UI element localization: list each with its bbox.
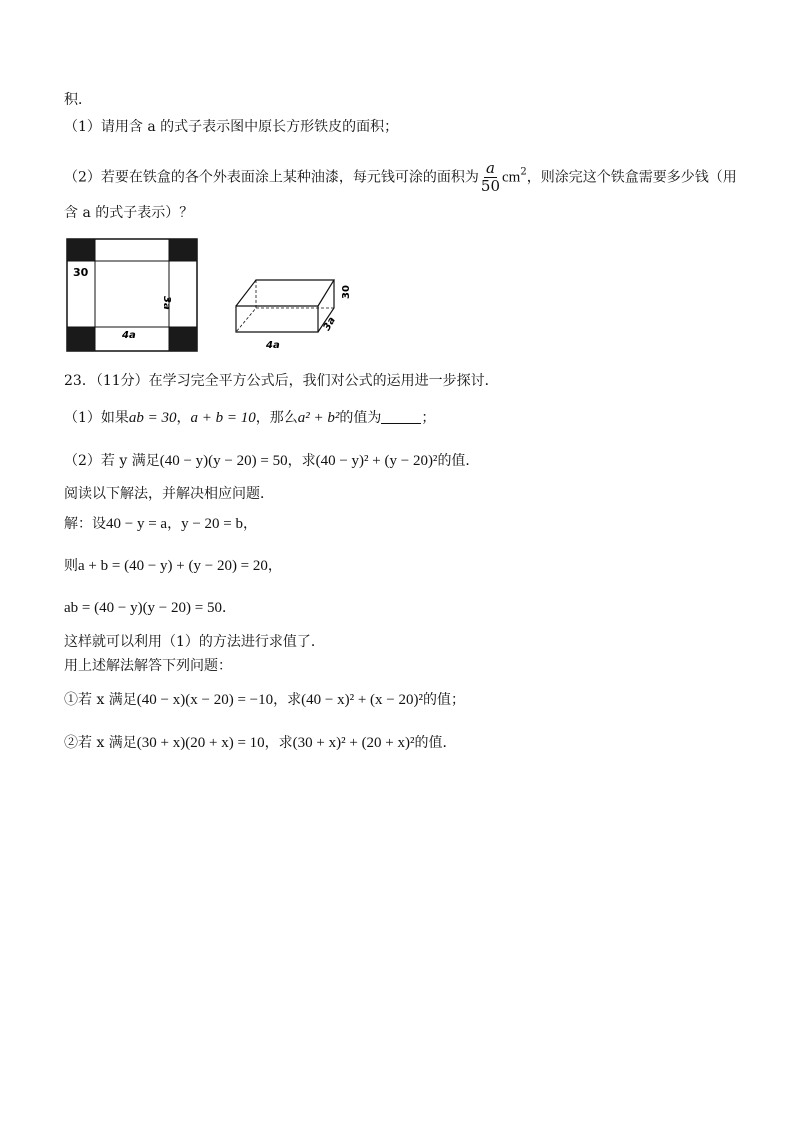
q2-frac-numerator: a <box>485 159 495 177</box>
c2-target-expression: (30 + x)² + (20 + x)² <box>292 735 415 751</box>
p2-text-a: （2）若 y 满足 <box>64 453 160 469</box>
left-label-30: 30 <box>73 266 89 279</box>
p1-text-c: 的值为 <box>339 410 382 426</box>
p2-target-expression: (40 − y)² + (y − 20)² <box>315 453 438 469</box>
open-box-figure <box>228 268 358 354</box>
c2-text-c: 的值． <box>414 735 457 751</box>
solution-label: 解：设 <box>64 516 106 532</box>
p1-equation-2: a + b = 10 <box>190 410 256 426</box>
p1-text-b: ，那么 <box>255 410 298 426</box>
q2-text-part1: （2）若要在铁盒的各个外表面涂上某种油漆，每元钱可涂的面积为 <box>64 169 479 186</box>
continued-text: 积． <box>64 92 92 108</box>
solution-sum <box>64 556 282 576</box>
solution-eq-1: 40 − y = a <box>106 516 168 532</box>
sub-question-1 <box>64 690 465 710</box>
corner-square-top-right <box>169 239 197 261</box>
question-2-line-1: （2）若要在铁盒的各个外表面涂上某种油漆，每元钱可涂的面积为 $\frac{a}{50}$ $cm^2$，则涂完这个铁盒需要多少钱（用 <box>64 159 737 195</box>
method-text: 这样就可以利用（1）的方法进行求值了． <box>64 634 325 650</box>
c2-text-a: ②若 x 满足 <box>64 735 137 751</box>
question-2-line-2: 含 a 的式子表示）？ <box>64 205 194 221</box>
sub-question-2 <box>64 733 457 753</box>
c1-condition: (40 − x)(x − 20) = −10 <box>136 692 274 708</box>
right-label-3a: 3a <box>321 315 338 333</box>
p1-expression: a² + b² <box>297 410 340 426</box>
p2-text-b: ，求 <box>287 453 316 469</box>
product-equation: ab = (40 − y)(y − 20) = 50 <box>64 600 222 616</box>
p1-separator: ， <box>176 410 191 426</box>
c1-text-c: 的值； <box>422 692 465 708</box>
read-instruction: 阅读以下解法，并解决相应问题． <box>64 486 274 502</box>
c2-text-b: ，求 <box>264 735 293 751</box>
q2-text-part2: ，则涂完这个铁盒需要多少钱（用 <box>526 169 737 186</box>
question-1-text: （1）请用含 a 的式子表示图中原长方形铁皮的面积； <box>64 119 399 135</box>
sum-equation: a + b = (40 − y) + (y − 20) = 20 <box>78 558 268 574</box>
problem-23-part-2 <box>64 451 479 471</box>
corner-square-top-left <box>67 239 95 261</box>
left-label-4a: 4a <box>122 330 136 341</box>
right-label-30: 30 <box>341 285 352 299</box>
unfolded-sheet-figure <box>66 238 198 352</box>
q2-fraction <box>481 160 500 195</box>
corner-square-bottom-right <box>169 327 197 351</box>
then-label: 则 <box>64 558 78 574</box>
corner-square-bottom-left <box>67 327 95 351</box>
c2-condition: (30 + x)(20 + x) = 10 <box>136 735 265 751</box>
p2-text-c: 的值． <box>437 453 480 469</box>
answer-blank[interactable] <box>381 409 421 424</box>
right-label-4a: 4a <box>266 340 280 351</box>
solution-separator: ， <box>167 516 182 532</box>
q2-unit: cm <box>502 169 521 186</box>
then-end: ， <box>267 558 282 574</box>
left-label-3a: 3a <box>161 296 172 310</box>
solution-end: ， <box>243 516 257 532</box>
p1-end: ； <box>421 410 436 426</box>
problem-23-part-1 <box>64 408 435 428</box>
product-end: ． <box>221 600 236 616</box>
use-method-text: 用上述解法解答下列问题： <box>64 658 232 674</box>
p2-condition: (40 − y)(y − 20) = 50 <box>159 453 288 469</box>
p1-text-a: （1）如果 <box>64 410 129 426</box>
solution-eq-2: y − 20 = b <box>181 516 243 532</box>
c1-target-expression: (40 − x)² + (x − 20)² <box>301 692 423 708</box>
solution-setup <box>64 514 257 534</box>
p1-equation-1: ab = 30 <box>128 410 177 426</box>
q2-frac-denominator: 50 <box>480 177 500 195</box>
problem-23-header: 23．（11分）在学习完全平方公式后，我们对公式的运用进一步探讨． <box>64 373 499 389</box>
c1-text-a: ①若 x 满足 <box>64 692 137 708</box>
solution-product <box>64 598 236 618</box>
c1-text-b: ，求 <box>273 692 302 708</box>
